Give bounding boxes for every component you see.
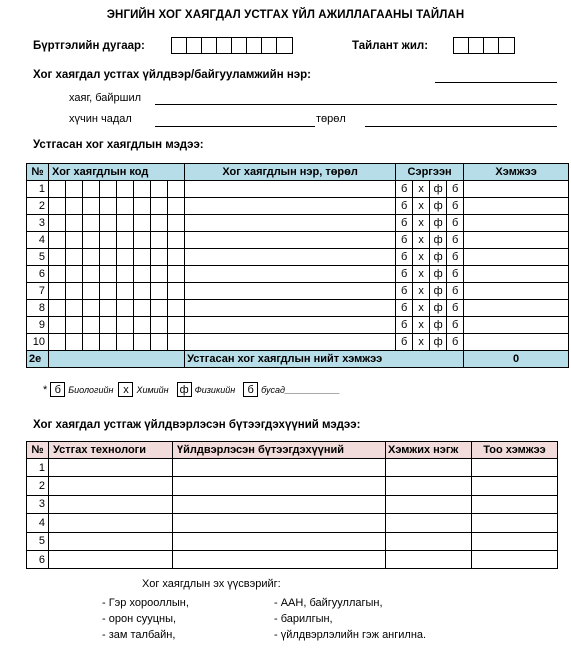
product-cell[interactable] xyxy=(173,459,386,477)
amount-cell[interactable] xyxy=(464,232,569,249)
row-number: 2 xyxy=(27,477,49,495)
code-cell[interactable] xyxy=(83,215,100,232)
code-cell[interactable] xyxy=(117,215,134,232)
amount-cell[interactable] xyxy=(464,266,569,283)
destroyed-section-title: Устгасан хог хаягдлын мэдээ: xyxy=(33,139,204,151)
code-cell[interactable] xyxy=(66,300,83,317)
row-number: 3 xyxy=(27,215,49,232)
code-cell[interactable] xyxy=(49,317,66,334)
code-cell[interactable] xyxy=(168,181,185,198)
table-row xyxy=(27,550,558,568)
code-cell[interactable] xyxy=(49,266,66,283)
code-cell[interactable] xyxy=(134,300,151,317)
recovery-mark[interactable]: б xyxy=(447,283,464,300)
technology-cell[interactable] xyxy=(49,532,173,550)
unit-cell[interactable] xyxy=(386,459,472,477)
code-cell[interactable] xyxy=(168,215,185,232)
code-cell[interactable] xyxy=(134,181,151,198)
code-cell[interactable] xyxy=(83,232,100,249)
code-cell[interactable] xyxy=(100,300,117,317)
table-row xyxy=(27,514,558,532)
recovery-mark[interactable]: б xyxy=(396,215,413,232)
unit-cell[interactable] xyxy=(386,532,472,550)
report-year-input[interactable] xyxy=(453,37,515,54)
capacity-field[interactable] xyxy=(155,126,315,127)
recovery-mark[interactable]: х xyxy=(413,249,430,266)
code-cell[interactable] xyxy=(49,198,66,215)
waste-name-cell[interactable] xyxy=(185,283,396,300)
row-number: 4 xyxy=(27,514,49,532)
waste-name-cell[interactable] xyxy=(185,249,396,266)
code-cell[interactable] xyxy=(151,300,168,317)
p-col-qty: Тоо хэмжээ xyxy=(472,442,558,459)
code-cell[interactable] xyxy=(151,334,168,351)
table-row xyxy=(27,215,569,232)
table-row xyxy=(27,249,569,266)
amount-cell[interactable] xyxy=(464,317,569,334)
product-cell[interactable] xyxy=(173,477,386,495)
total-row xyxy=(27,351,569,368)
row-number: 7 xyxy=(27,283,49,300)
code-cell[interactable] xyxy=(168,249,185,266)
recovery-mark[interactable]: б xyxy=(447,198,464,215)
col-code: Хог хаягдлын код xyxy=(49,164,185,181)
row-number: 1 xyxy=(27,459,49,477)
quantity-cell[interactable] xyxy=(472,514,558,532)
product-cell[interactable] xyxy=(173,514,386,532)
recovery-mark[interactable]: б xyxy=(396,334,413,351)
code-cell[interactable] xyxy=(83,266,100,283)
code-cell[interactable] xyxy=(83,198,100,215)
table-row xyxy=(27,532,558,550)
code-cell[interactable] xyxy=(49,215,66,232)
code-cell[interactable] xyxy=(134,215,151,232)
code-cell[interactable] xyxy=(83,334,100,351)
table-row xyxy=(27,495,558,513)
products-table xyxy=(26,441,558,569)
address-label: хаяг, байршил xyxy=(69,92,142,104)
legend-label-phys: Физикийн xyxy=(194,384,236,395)
unit-cell[interactable] xyxy=(386,550,472,568)
waste-name-cell[interactable] xyxy=(185,266,396,283)
recovery-mark[interactable]: б xyxy=(447,317,464,334)
table-row xyxy=(27,317,569,334)
row-number: 3 xyxy=(27,495,49,513)
registration-label: Бүртгэлийн дугаар: xyxy=(33,40,145,52)
waste-name-cell[interactable] xyxy=(185,317,396,334)
recovery-mark[interactable]: х xyxy=(413,181,430,198)
recovery-mark[interactable]: ф xyxy=(430,300,447,317)
code-cell[interactable] xyxy=(134,283,151,300)
row-number: 8 xyxy=(27,300,49,317)
p-col-tech: Устгах технологи xyxy=(49,442,173,459)
code-cell[interactable] xyxy=(151,317,168,334)
source-organization: - ААН, байгууллагын, xyxy=(274,597,383,609)
code-cell[interactable] xyxy=(83,300,100,317)
source-construction: - барилгын, xyxy=(274,613,333,625)
waste-name-cell[interactable] xyxy=(185,334,396,351)
waste-name-cell[interactable] xyxy=(185,215,396,232)
table-row xyxy=(27,334,569,351)
code-cell[interactable] xyxy=(66,317,83,334)
registration-number-input[interactable] xyxy=(171,37,293,54)
amount-cell[interactable] xyxy=(464,334,569,351)
code-cell[interactable] xyxy=(117,334,134,351)
code-cell[interactable] xyxy=(151,266,168,283)
capacity-label: хүчин чадал xyxy=(69,113,132,125)
table-row xyxy=(27,283,569,300)
recovery-mark[interactable]: х xyxy=(413,215,430,232)
unit-cell[interactable] xyxy=(386,477,472,495)
recovery-mark[interactable]: х xyxy=(413,198,430,215)
technology-cell[interactable] xyxy=(49,495,173,513)
recovery-mark[interactable]: ф xyxy=(430,215,447,232)
recovery-mark[interactable]: ф xyxy=(430,181,447,198)
code-cell[interactable] xyxy=(49,300,66,317)
recovery-mark[interactable]: б xyxy=(447,232,464,249)
legend xyxy=(43,382,340,397)
code-cell[interactable] xyxy=(168,283,185,300)
recovery-mark[interactable]: б xyxy=(396,300,413,317)
recovery-mark[interactable]: б xyxy=(396,181,413,198)
legend-star: * xyxy=(43,383,48,396)
products-header-row xyxy=(27,442,558,459)
code-cell[interactable] xyxy=(117,198,134,215)
recovery-mark[interactable]: ф xyxy=(430,198,447,215)
waste-name-cell[interactable] xyxy=(185,300,396,317)
code-cell[interactable] xyxy=(100,215,117,232)
code-cell[interactable] xyxy=(49,334,66,351)
row-number: 6 xyxy=(27,266,49,283)
recovery-mark[interactable]: ф xyxy=(430,334,447,351)
source-ger: - Гэр хорооллын, xyxy=(102,597,189,609)
code-cell[interactable] xyxy=(49,181,66,198)
technology-cell[interactable] xyxy=(49,550,173,568)
unit-cell[interactable] xyxy=(386,514,472,532)
product-cell[interactable] xyxy=(173,550,386,568)
code-cell[interactable] xyxy=(134,198,151,215)
col-amount: Хэмжээ xyxy=(464,164,569,181)
code-cell[interactable] xyxy=(83,283,100,300)
quantity-cell[interactable] xyxy=(472,459,558,477)
code-cell[interactable] xyxy=(117,317,134,334)
recovery-mark[interactable]: х xyxy=(413,317,430,334)
recovery-mark[interactable]: х xyxy=(413,266,430,283)
code-cell[interactable] xyxy=(100,266,117,283)
amount-cell[interactable] xyxy=(464,215,569,232)
amount-cell[interactable] xyxy=(464,198,569,215)
code-cell[interactable] xyxy=(168,266,185,283)
col-no: № xyxy=(27,164,49,181)
code-cell[interactable] xyxy=(134,232,151,249)
code-cell[interactable] xyxy=(66,249,83,266)
code-cell[interactable] xyxy=(66,283,83,300)
table-row xyxy=(27,266,569,283)
code-cell[interactable] xyxy=(66,181,83,198)
waste-name-cell[interactable] xyxy=(185,232,396,249)
recovery-mark[interactable]: б xyxy=(447,300,464,317)
p-col-unit: Хэмжих нэгж xyxy=(386,442,472,459)
recovery-mark[interactable]: б xyxy=(396,283,413,300)
sources-title: Хог хаягдлын эх үүсвэрийг: xyxy=(142,578,281,590)
code-cell[interactable] xyxy=(151,181,168,198)
code-cell[interactable] xyxy=(117,249,134,266)
table-row xyxy=(27,181,569,198)
legend-label-chem: Химийн xyxy=(136,384,169,395)
source-industry: - үйлдвэрлэлийн гэж ангилна. xyxy=(274,629,427,641)
code-cell[interactable] xyxy=(100,317,117,334)
code-cell[interactable] xyxy=(168,232,185,249)
amount-cell[interactable] xyxy=(464,300,569,317)
sources-right xyxy=(274,595,426,643)
code-cell[interactable] xyxy=(117,266,134,283)
code-cell[interactable] xyxy=(66,334,83,351)
legend-mark-other: б xyxy=(243,382,258,397)
code-cell[interactable] xyxy=(117,232,134,249)
type-field[interactable] xyxy=(365,126,557,127)
code-cell[interactable] xyxy=(49,249,66,266)
sources-left xyxy=(102,595,189,643)
waste-name-cell[interactable] xyxy=(185,181,396,198)
facility-label: Хог хаягдал устгах үйлдвэр/байгууламжийн нэр: xyxy=(33,69,311,81)
code-cell[interactable] xyxy=(83,249,100,266)
total-label: Устгасан хог хаягдлын нийт хэмжээ xyxy=(185,351,464,368)
legend-mark-phys: ф xyxy=(177,382,192,397)
total-row-no: 2e xyxy=(27,351,49,368)
source-apartment: - орон сууцны, xyxy=(102,613,177,625)
quantity-cell[interactable] xyxy=(472,477,558,495)
row-number: 5 xyxy=(27,249,49,266)
code-cell[interactable] xyxy=(100,249,117,266)
recovery-mark[interactable]: ф xyxy=(430,283,447,300)
code-cell[interactable] xyxy=(168,334,185,351)
code-cell[interactable] xyxy=(134,266,151,283)
address-field[interactable] xyxy=(155,104,557,105)
legend-label-other: бусад___________ xyxy=(261,384,341,395)
recovery-mark[interactable]: х xyxy=(413,334,430,351)
code-cell[interactable] xyxy=(66,198,83,215)
recovery-mark[interactable]: х xyxy=(413,283,430,300)
code-cell[interactable] xyxy=(134,334,151,351)
recovery-mark[interactable]: б xyxy=(396,317,413,334)
waste-name-cell[interactable] xyxy=(185,198,396,215)
code-cell[interactable] xyxy=(100,181,117,198)
row-number: 4 xyxy=(27,232,49,249)
col-recovery: Сэргээн xyxy=(396,164,464,181)
recovery-mark[interactable]: ф xyxy=(430,266,447,283)
recovery-mark[interactable]: б xyxy=(396,249,413,266)
table-row xyxy=(27,477,558,495)
recovery-mark[interactable]: б xyxy=(447,334,464,351)
code-cell[interactable] xyxy=(151,232,168,249)
legend-mark-chem: х xyxy=(118,382,133,397)
total-value: 0 xyxy=(464,351,569,368)
code-cell[interactable] xyxy=(151,198,168,215)
table-row xyxy=(27,459,558,477)
code-cell[interactable] xyxy=(151,283,168,300)
amount-cell[interactable] xyxy=(464,249,569,266)
code-cell[interactable] xyxy=(100,334,117,351)
code-cell[interactable] xyxy=(168,198,185,215)
code-cell[interactable] xyxy=(117,300,134,317)
table-row xyxy=(27,198,569,215)
code-cell[interactable] xyxy=(49,232,66,249)
recovery-mark[interactable]: б xyxy=(396,232,413,249)
code-cell[interactable] xyxy=(168,300,185,317)
technology-cell[interactable] xyxy=(49,514,173,532)
code-cell[interactable] xyxy=(100,198,117,215)
recovery-mark[interactable]: б xyxy=(396,198,413,215)
recovery-mark[interactable]: б xyxy=(447,249,464,266)
row-number: 2 xyxy=(27,198,49,215)
recovery-mark[interactable]: ф xyxy=(430,317,447,334)
code-cell[interactable] xyxy=(100,232,117,249)
code-cell[interactable] xyxy=(83,317,100,334)
code-cell[interactable] xyxy=(151,249,168,266)
code-cell[interactable] xyxy=(49,283,66,300)
code-cell[interactable] xyxy=(134,249,151,266)
unit-cell[interactable] xyxy=(386,495,472,513)
col-name: Хог хаягдлын нэр, төрөл xyxy=(185,164,396,181)
amount-cell[interactable] xyxy=(464,181,569,198)
code-cell[interactable] xyxy=(66,232,83,249)
code-cell[interactable] xyxy=(100,283,117,300)
facility-name-field[interactable] xyxy=(435,82,557,83)
source-road: - зам талбайн, xyxy=(102,629,176,641)
recovery-mark[interactable]: б xyxy=(447,181,464,198)
code-cell[interactable] xyxy=(83,181,100,198)
products-section-title: Хог хаягдал устгаж үйлдвэрлэсэн бүтээгдэхүүний мэдээ: xyxy=(33,419,361,431)
recovery-mark[interactable]: х xyxy=(413,300,430,317)
code-cell[interactable] xyxy=(117,283,134,300)
report-title: ЭНГИЙН ХОГ ХАЯГДАЛ УСТГАХ ҮЙЛ АЖИЛЛАГААНЫ ТАЙЛАН xyxy=(106,9,465,21)
technology-cell[interactable] xyxy=(49,477,173,495)
recovery-mark[interactable]: б xyxy=(447,215,464,232)
product-cell[interactable] xyxy=(173,532,386,550)
p-col-no: № xyxy=(27,442,49,459)
code-cell[interactable] xyxy=(151,215,168,232)
code-cell[interactable] xyxy=(134,317,151,334)
destroyed-waste-table xyxy=(26,163,569,368)
code-cell[interactable] xyxy=(66,266,83,283)
legend-label-bio: Биологийн xyxy=(68,384,114,395)
recovery-mark[interactable]: ф xyxy=(430,232,447,249)
recovery-mark[interactable]: б xyxy=(396,266,413,283)
row-number: 9 xyxy=(27,317,49,334)
recovery-mark[interactable]: б xyxy=(447,266,464,283)
report-year-label: Тайлант жил: xyxy=(352,40,429,52)
product-cell[interactable] xyxy=(173,495,386,513)
technology-cell[interactable] xyxy=(49,459,173,477)
type-label: төрөл xyxy=(316,113,346,125)
recovery-mark[interactable]: ф xyxy=(430,249,447,266)
legend-mark-bio: б xyxy=(50,382,65,397)
code-cell[interactable] xyxy=(168,317,185,334)
row-number: 10 xyxy=(27,334,49,351)
quantity-cell[interactable] xyxy=(472,532,558,550)
quantity-cell[interactable] xyxy=(472,550,558,568)
code-cell[interactable] xyxy=(66,215,83,232)
row-number: 1 xyxy=(27,181,49,198)
recovery-mark[interactable]: х xyxy=(413,232,430,249)
quantity-cell[interactable] xyxy=(472,495,558,513)
row-number: 5 xyxy=(27,532,49,550)
row-number: 6 xyxy=(27,550,49,568)
table-row xyxy=(27,300,569,317)
code-cell[interactable] xyxy=(117,181,134,198)
amount-cell[interactable] xyxy=(464,283,569,300)
p-col-product: Үйлдвэрлэсэн бүтээгдэхүүний xyxy=(173,442,386,459)
table-header-row xyxy=(27,164,569,181)
table-row xyxy=(27,232,569,249)
